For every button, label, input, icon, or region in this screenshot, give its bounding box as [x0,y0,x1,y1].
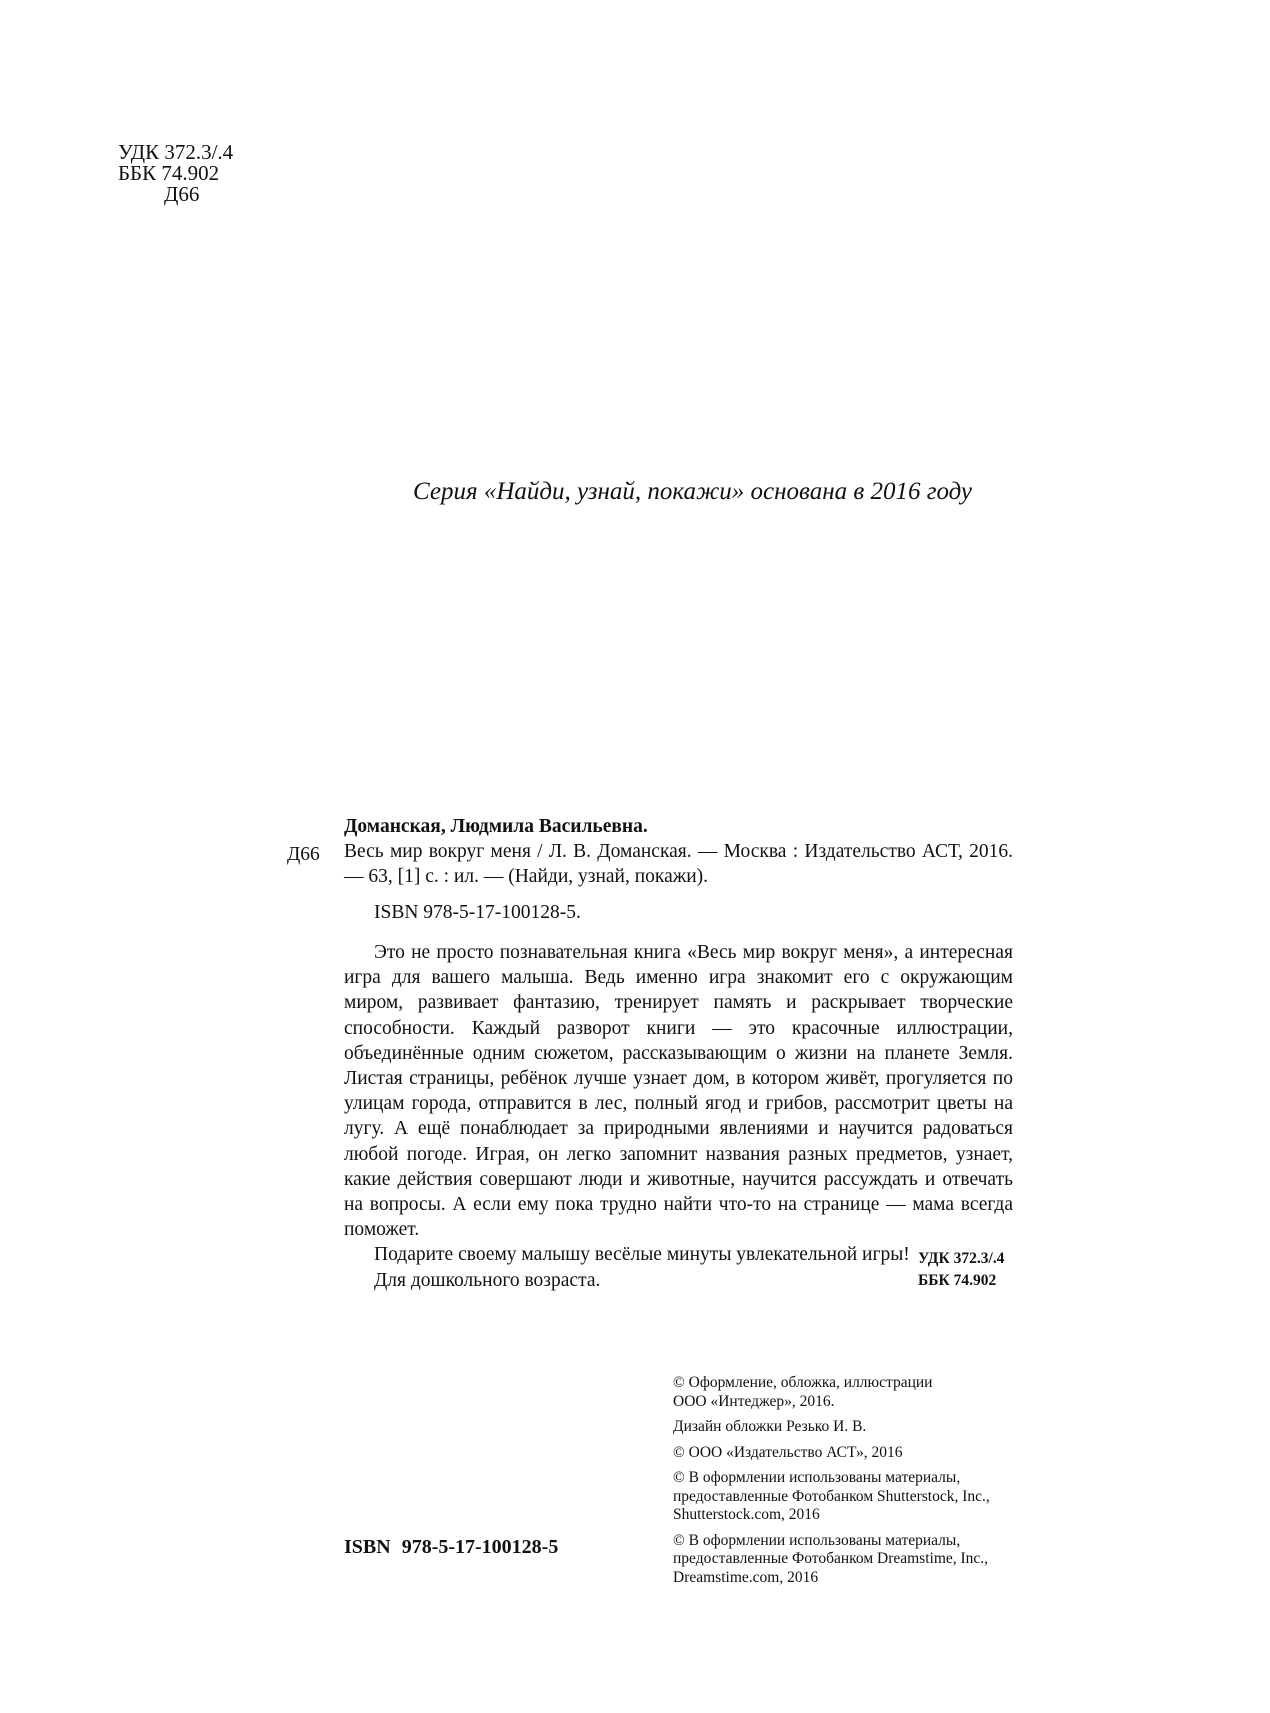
copyright-line: Shutterstock.com, 2016 [673,1506,820,1523]
annotation-paragraph: Это не просто познавательная книга «Весь мир вокруг меня», а интересная игра для вашего малыша. Ведь именно игра знакомит его с окружающим миром, развивает фантазию, тренирует память и раскрывает творческие способности. Каждый разворот книги — это красочные иллюстрации, объединённые одним сюжетом, рассказывающим о жизни на планете Земля. Листая страницы, ребёнок лучше узнает дом, в котором живёт, прогуляется по улицам города, отправится в лес, полный ягод и грибов, рассмотрит цветы на лугу. А ещё понаблюдает за природными явлениями и научится радоваться любой погоде. Играя, он легко запомнит названия разных предметов, узнает, какие действия совершают люди и животные, научится рассуждать и отвечать на вопросы. А если ему пока трудно найти что-то на странице — мама всегда поможет. [344,942,1013,1241]
card-bibliographic-description: Весь мир вокруг меня / Л. В. Доманская. — Москва : Издательство АСТ, 2016. — 63, [1] с. : ил. — (Найди, узнай, покажи). [344,841,1013,887]
bottom-udk-code: УДК 372.3/.4 [918,1250,1005,1267]
copyright-notice [673,1532,1033,1588]
top-author-mark: Д66 [164,182,200,206]
top-classification-codes [118,142,233,205]
copyright-line: © В оформлении использованы материалы, [673,1469,961,1486]
annotation-paragraph: Подарите своему малышу весёлые минуты увлекательной игры! [374,1244,910,1266]
copyright-notice [673,1418,1033,1437]
copyright-notice [673,1374,1033,1411]
copyright-line: предоставленные Фотобанком Shutterstock, Inc., [673,1487,990,1505]
copyright-line: ООО «Интеджер», 2016. [673,1392,835,1410]
copyright-line: © Оформление, обложка, иллюстрации [673,1374,933,1391]
copyright-notice [673,1444,1033,1463]
annotation-paragraph: Для дошкольного возраста. [374,1269,601,1291]
top-bbk-code: ББК 74.902 [118,161,220,185]
copyright-line: Дизайн обложки Резько И. В. [673,1418,867,1435]
copyright-notices [673,1374,1033,1594]
series-statement: Серия «Найди, узнай, покажи» основана в 2016 году [413,478,973,505]
card-annotation [344,940,1013,1293]
bottom-isbn: ISBN 978-5-17-100128-5 [344,1536,559,1558]
card-isbn: ISBN 978-5-17-100128-5. [374,902,581,923]
top-udk-code: УДК 372.3/.4 [118,140,234,164]
copyright-line: © ООО «Издательство АСТ», 2016 [673,1443,903,1461]
copyright-line: © В оформлении использованы материалы, [673,1531,961,1549]
bottom-classification-codes [918,1248,1004,1292]
copyright-line: предоставленные Фотобанком Dreamstime, Inc., [673,1550,989,1567]
copyright-line: Dreamstime.com, 2016 [673,1568,819,1586]
card-author-mark: Д66 [287,844,320,865]
bottom-bbk-code: ББК 74.902 [918,1272,997,1289]
card-author-heading: Доманская, Людмила Васильевна. [344,816,648,837]
bibliographic-card [344,814,1013,1293]
copyright-notice [673,1469,1033,1525]
